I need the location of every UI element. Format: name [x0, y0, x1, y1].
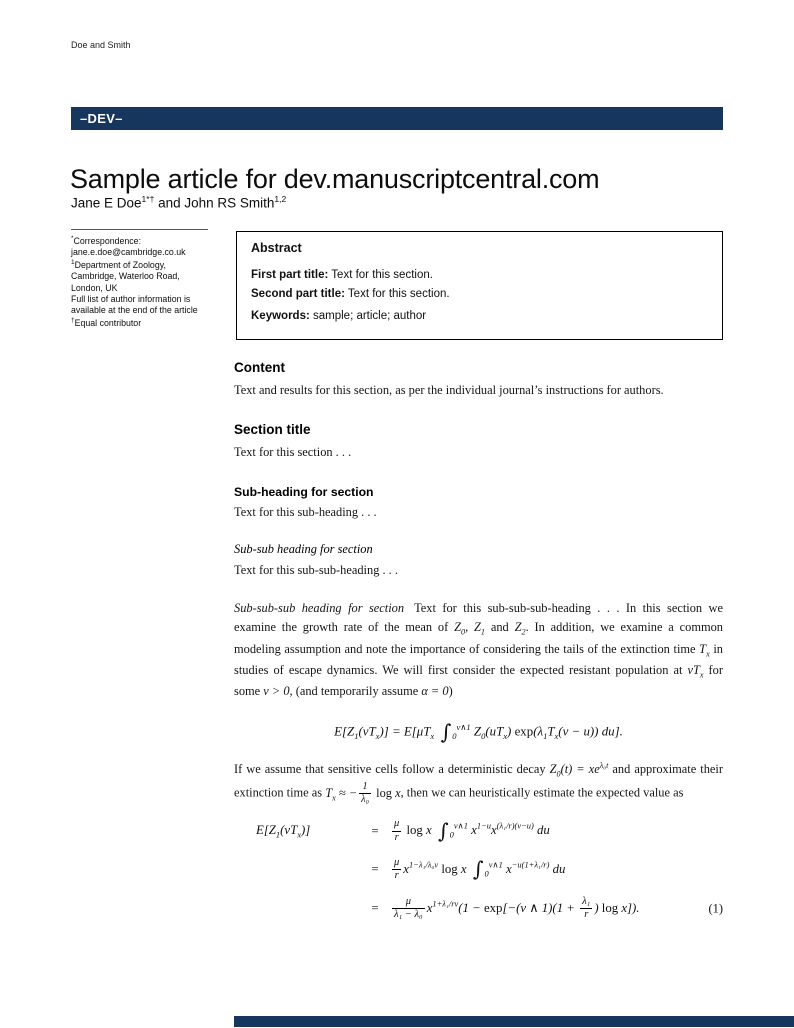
section-paragraph: Text for this section . . .	[234, 445, 352, 460]
equals-sign: =	[371, 823, 379, 838]
abstract-keywords-label: Keywords:	[251, 309, 310, 322]
equation-number: (1)	[708, 901, 723, 916]
subsubsub-paragraph-text: Text for this sub-sub-sub-heading . . . In this section we examine the growth rate of the mean of $Z_0$, $Z_1$ and $Z_2$. In addition, we examine a common modeling assumption and note the importance of considering the tails of the extinction time $T_x$ in studies of escape dynamics. We will first consider the expected resistant population at $vT_x$ for some v > 0, (and temporarily assume α = 0)	[234, 600, 724, 699]
affiliation-line-2: Cambridge, Waterloo Road,	[71, 271, 180, 282]
abstract-box	[236, 231, 723, 340]
abstract-second-part-text: Text for this section.	[344, 287, 450, 300]
subsubsub-paragraph	[234, 599, 723, 702]
aligned-equations	[256, 818, 723, 921]
abstract-keywords-text: sample; article; author	[309, 309, 427, 322]
subsubsection-paragraph: Text for this sub-sub-heading . . .	[234, 563, 398, 578]
equation-rhs: $\frac{\mu}{r}$ log x $\int_0^{v\wedge 1}$ $x^{1-u}x^{(\lambda_1/r)(v-u)}$ du	[394, 818, 550, 843]
content-heading: Content	[234, 360, 285, 375]
equals-sign: =	[371, 862, 379, 877]
running-head: Doe and Smith	[71, 40, 131, 50]
dev-banner-label: –DEV–	[80, 111, 123, 126]
equation-row-2	[256, 857, 723, 883]
author-notes	[71, 235, 227, 329]
subsection-paragraph: Text for this sub-heading . . .	[234, 504, 377, 519]
abstract-second-part	[251, 285, 708, 304]
equal-contributor-note: †Equal contributor	[71, 316, 142, 328]
affiliation-line-1: $^1$Department of Zoology,	[71, 258, 166, 270]
main-column	[234, 360, 723, 934]
subsection-heading: Sub-heading for section	[234, 484, 374, 499]
display-equation-1: $E[Z_1(vT_x)] = E[\mu T_x$ $\int_0^{v\wedge 1}$ $Z_0(uT_x) \exp(\lambda_1T_x(v - u))$ du].	[334, 719, 623, 744]
abstract-first-part-text: Text for this section.	[328, 269, 433, 281]
abstract-first-part-label: First part title:	[251, 269, 329, 281]
content-paragraph: Text and results for this section, as per the individual journal’s instructions for authors.	[234, 383, 664, 397]
author-info-note-1: Full list of author information is	[71, 293, 191, 304]
subsubsection-heading: Sub-sub heading for section	[234, 542, 373, 557]
equation-row-1	[256, 818, 723, 844]
equation-lhs: $E[Z_1(vT_x)]$	[256, 822, 311, 840]
correspondence-label: *Correspondence:	[71, 235, 142, 246]
abstract-first-part	[251, 266, 708, 285]
equals-sign: =	[371, 901, 379, 916]
estimate-paragraph: If we assume that sensitive cells follow a deterministic decay $Z_0(t) = xe^{\lambda_0t}$ and approximate their extinction time as $T_x$ ≈ − $\frac{1}{\text{λ₀}}$ log x, then we can heuristically estimate the expected value as	[234, 760, 723, 806]
dev-banner	[71, 107, 723, 130]
footnote-rule	[71, 229, 208, 230]
equation-rhs: $\frac{\mu}{r}$ $x^{1-\lambda_1/\lambda_0v}$ log x $\int_0^{v\wedge 1}$ $x^{-u(1+\lambda_1/r)}$ du	[394, 856, 566, 882]
correspondence-email: jane.e.doe@cambridge.co.uk	[71, 247, 186, 258]
subsubsub-runin-heading: Sub-sub-sub heading for section	[234, 600, 405, 615]
abstract-second-part-label: Second part title:	[251, 287, 345, 300]
authors-line: Jane E Doe$^{1*\dagger}$ and John RS Smith$^{1,2}$	[71, 194, 287, 211]
section-title-heading: Section title	[234, 422, 311, 438]
equation-rhs: $\frac{\mu}{\text{λ₁ − λ₀}}$ $x^{1+\lambda_1/rv}(1 - \exp[-(v$ ∧ 1)(1 + $\frac{\text{λ₁}}{r}$ ) log x]).	[394, 895, 640, 921]
equation-row-3	[256, 896, 723, 922]
abstract-keywords	[251, 307, 708, 326]
abstract-heading: Abstract	[251, 241, 302, 255]
affiliation-line-3: London, UK	[71, 282, 118, 293]
author-info-note-2: available at the end of the article	[71, 305, 198, 316]
footer-bar	[234, 1016, 794, 1027]
article-title: Sample article for dev.manuscriptcentral.com	[70, 164, 600, 195]
